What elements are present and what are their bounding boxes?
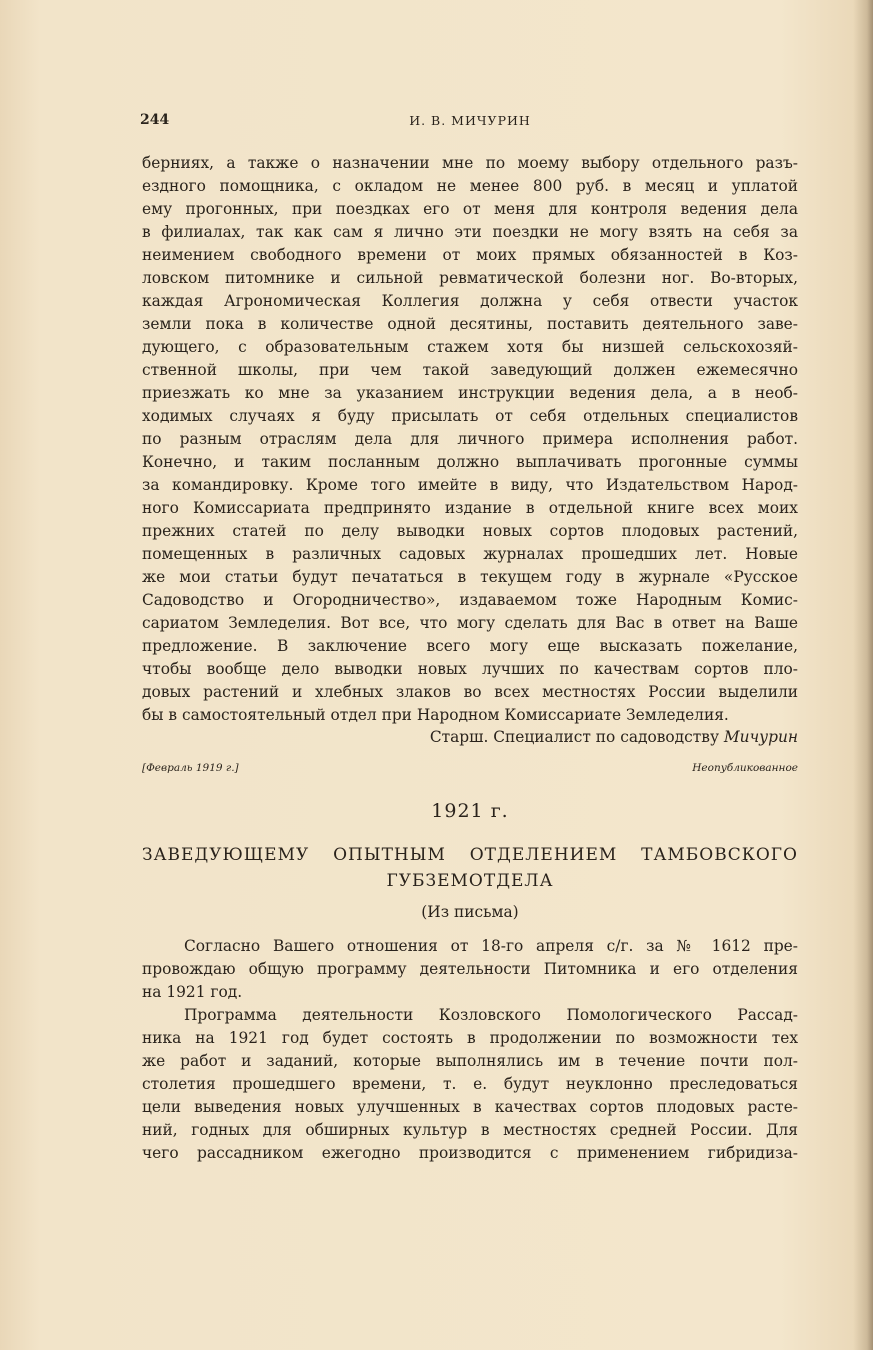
page-number: 244 <box>140 112 170 128</box>
text-line: на 1921 год. <box>142 983 243 1001</box>
publication-status: Неопубликованное <box>692 762 798 774</box>
text-line: чего рассадником ежегодно производится с применением гибридиза- <box>142 1144 798 1162</box>
text-line: предложение. В заключение всего могу еще высказать пожелание, <box>142 637 798 655</box>
text-line: ходимых случаях я буду присылать от себя отдельных специалистов <box>142 407 798 425</box>
section-title-line-2: ГУБЗЕМОТДЕЛА <box>386 871 554 891</box>
text-line: дующего, с образовательным стажем хотя бы низшей сельскохозяй- <box>142 338 798 356</box>
text-line: в филиалах, так как сам я лично эти поездки не могу взять на себя за <box>142 223 798 241</box>
text-line: каждая Агрономическая Коллегия должна у себя отвести участок <box>142 292 798 310</box>
text-line: за командировку. Кроме того имейте в виду, что Издательством Народ- <box>142 476 798 494</box>
letter-body-2 <box>142 935 798 1165</box>
text-line: ему прогонных, при поездках его от меня для контроля ведения дела <box>142 200 798 218</box>
text-line: земли пока в количестве одной десятины, поставить деятельного заве- <box>142 315 798 333</box>
text-line: Программа деятельности Козловского Помологического Рассад- <box>184 1006 798 1024</box>
text-line: приезжать ко мне за указанием инструкции ведения дела, а в необ- <box>142 384 798 402</box>
text-line: Садоводство и Огородничество», издаваемом тоже Народным Комис- <box>142 591 798 609</box>
section-year: 1921 г. <box>431 800 509 822</box>
text-line: ловском питомнике и сильной ревматической болезни ног. Во-вторых, <box>142 269 798 287</box>
text-line: бы в самостоятельный отдел при Народном Комиссариате Земледелия. <box>142 706 729 724</box>
text-line: столетия прошедшего времени, т. е. будут неуклонно преследоваться <box>142 1075 798 1093</box>
text-line: Конечно, и таким посланным должно выплачивать прогонные суммы <box>142 453 798 471</box>
text-line: прежних статей по делу выводки новых сортов плодовых растений, <box>142 522 798 540</box>
text-line: неимением свободного времени от моих прямых обязанностей в Коз- <box>142 246 798 264</box>
text-line: довых растений и хлебных злаков во всех местностях России выделили <box>142 683 798 701</box>
page-header <box>140 112 800 134</box>
text-line: Согласно Вашего отношения от 18-го апреля с/г. за № 1612 пре- <box>184 937 798 955</box>
text-line: ственной школы, при чем такой заведующий должен ежемесячно <box>142 361 798 379</box>
signature-title: Старш. Специалист по садоводству <box>429 728 720 746</box>
section-title-line-1: ЗАВЕДУЮЩЕМУ ОПЫТНЫМ ОТДЕЛЕНИЕМ ТАМБОВСКОГО <box>142 845 798 865</box>
text-line: ний, годных для обширных культур в местностях средней России. Для <box>142 1121 798 1139</box>
text-line: ездного помощника, с окладом не менее 800 руб. в месяц и уплатой <box>142 177 798 195</box>
signature-name: Мичурин <box>723 728 798 746</box>
text-line: чтобы вообще дело выводки новых лучших по качествам сортов пло- <box>142 660 798 678</box>
signature-line <box>142 728 798 752</box>
text-line: сариатом Земледелия. Вот все, что могу сделать для Вас в ответ на Ваше <box>142 614 798 632</box>
running-head: И. В. МИЧУРИН <box>409 113 531 128</box>
section-subtitle: (Из письма) <box>421 903 519 921</box>
page-edge-shadow <box>853 0 873 1350</box>
letter-body-1 <box>142 152 798 727</box>
section-title <box>142 842 798 894</box>
text-line: ного Комиссариата предпринято издание в отдельной книге всех моих <box>142 499 798 517</box>
text-line: же работ и заданий, которые выполнялись им в течение почти пол- <box>142 1052 798 1070</box>
text-line: цели выведения новых улучшенных в качествах сортов плодовых расте- <box>142 1098 798 1116</box>
text-line: помещенных в различных садовых журналах прошедших лет. Новые <box>142 545 798 563</box>
text-line: берниях, а также о назначении мне по моему выбору отдельного разъ- <box>142 154 798 172</box>
text-line: по разным отраслям дела для личного примера исполнения работ. <box>142 430 798 448</box>
letter-date: [Февраль 1919 г.] <box>142 762 239 774</box>
text-line: провождаю общую программу деятельности Питомника и его отделения <box>142 960 798 978</box>
text-line: же мои статьи будут печататься в текущем году в журнале «Русское <box>142 568 798 586</box>
letter-meta <box>142 762 798 780</box>
text-line: ника на 1921 год будет состоять в продолжении по возможности тех <box>142 1029 798 1047</box>
